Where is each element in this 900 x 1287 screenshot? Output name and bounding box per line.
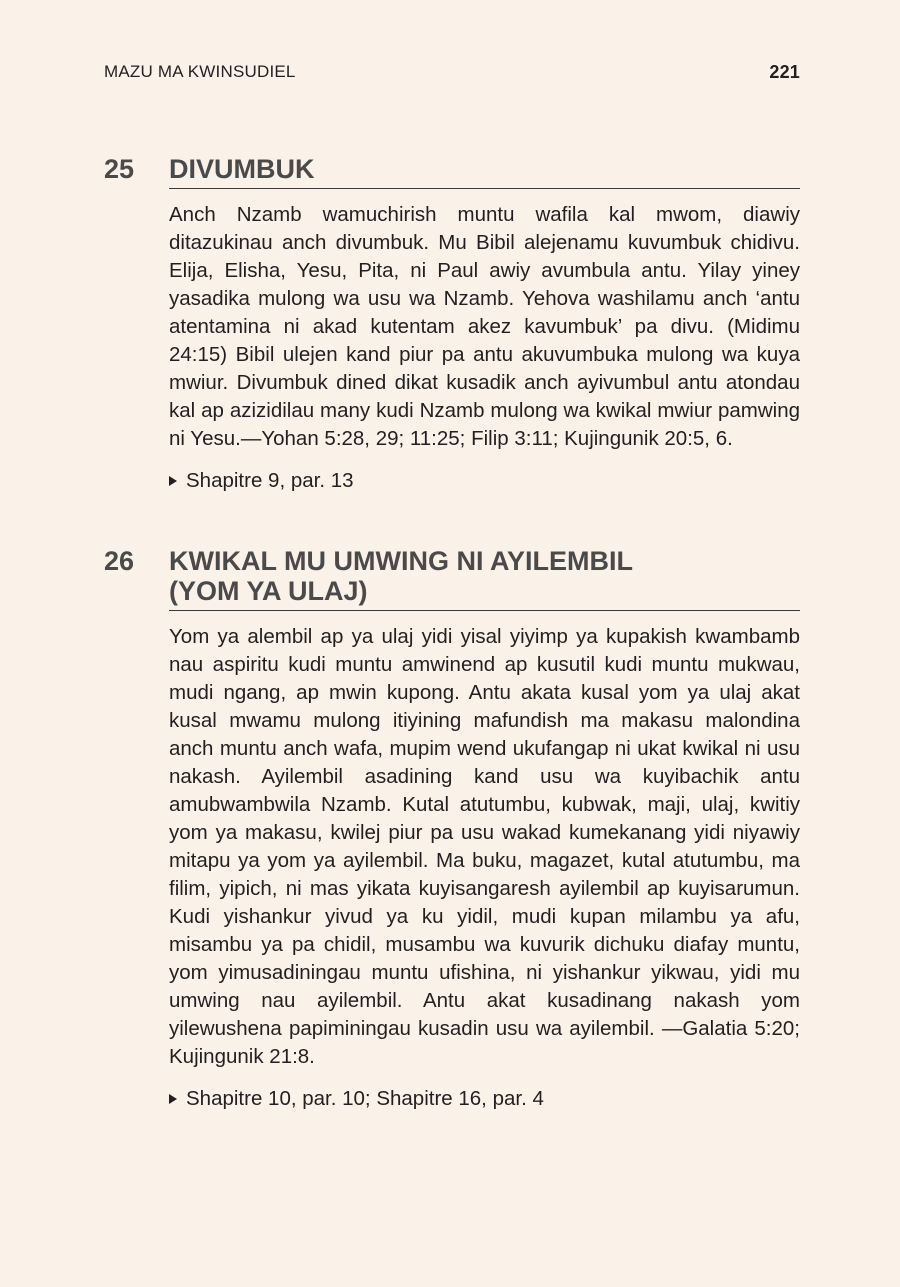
entry-title xyxy=(169,154,800,189)
running-header xyxy=(104,60,800,84)
entry-number: 26 xyxy=(104,546,135,576)
entry-body: Anch Nzamb wamuchirish muntu wafila kal mwom, diawiy ditazukinau anch divumbuk. Mu Bibil alejenamu kuvumbuk chidivu. Elija, Elisha, Yesu, Pita, ni Paul awiy avumbula antu. Yilay yiney yasadika mulong wa usu wa Nzamb. Yehova washilamu anch ‘antu atentamina ni akad kutentam akez kavumbuk’ pa divu. (Midimu 24:15) Bibil ulejen kand piur pa antu akuvumbuka mulong wa kuya mwiur. Divumbuk dined dikat kusadik anch ayivumbul antu atondau kal ap azizidilau many kudi Nzamb mulong wa kwikal mwiur pamwing ni Yesu.—Yohan 5:28, 29; 11:25; Filip 3:11; Kujingunik 20:5, 6. xyxy=(169,203,800,450)
reference-text: Shapitre 10, par. 10; Shapitre 16, par. 4 xyxy=(186,1087,544,1110)
entry-title-line: DIVUMBUK xyxy=(169,154,315,184)
entry-title-line: (YOM YA ULAJ) xyxy=(169,576,368,606)
page-number: 221 xyxy=(769,61,800,82)
entry-number: 25 xyxy=(104,154,135,184)
glossary-entry-26 xyxy=(104,546,800,1113)
entry-title-line: KWIKAL MU UMWING NI AYILEMBIL xyxy=(169,546,633,576)
triangle-right-icon xyxy=(169,1094,177,1104)
book-title: MAZU MA KWINSUDIEL xyxy=(104,62,296,81)
entry-reference xyxy=(169,467,800,495)
entry-reference xyxy=(169,1085,800,1113)
reference-text: Shapitre 9, par. 13 xyxy=(186,469,354,492)
entry-body: Yom ya alembil ap ya ulaj yidi yisal yiyimp ya kupakish kwambamb nau aspiritu kudi muntu amwinend ap kusutil kudi muntu mukwau, mudi ngang, ap mwin kupong. Antu akata kusal yom ya ulaj akat kusal mwamu mulong itiyining mafundish ma makasu malondina anch muntu anch wafa, mupim wend ukufangap ni ukat kwikal ni usu nakash. Ayilembil asadining kand usu wa kuyibachik antu amubwambwila Nzamb. Kutal atutumbu, kubwak, maji, ulaj, kwitiy yom ya makasu, kwilej piur pa usu wakad kumekanang yidi niyawiy mitapu ya yom ya ayilembil. Ma buku, magazet, kutal atutumbu, ma filim, yipich, ni mas yikata kuyisangaresh ayilembil ap kuyisarumun. Kudi yishankur yivud ya ku yidil, mudi kupan milambu ya afu, misambu ya pa chidil, musambu wa kuvurik dichuku diafay muntu, yom yimusadiningau muntu ufishina, ni yishankur yikwau, yidi mu umwing nau ayilembil. Antu akat kusadinang nakash yom yilewushena papiminingau kusadin usu wa ayilembil. —Galatia 5:20; Kujingunik 21:8. xyxy=(169,625,800,1068)
triangle-right-icon xyxy=(169,476,177,486)
entry-title xyxy=(169,546,800,611)
glossary-entry-25 xyxy=(104,154,800,495)
